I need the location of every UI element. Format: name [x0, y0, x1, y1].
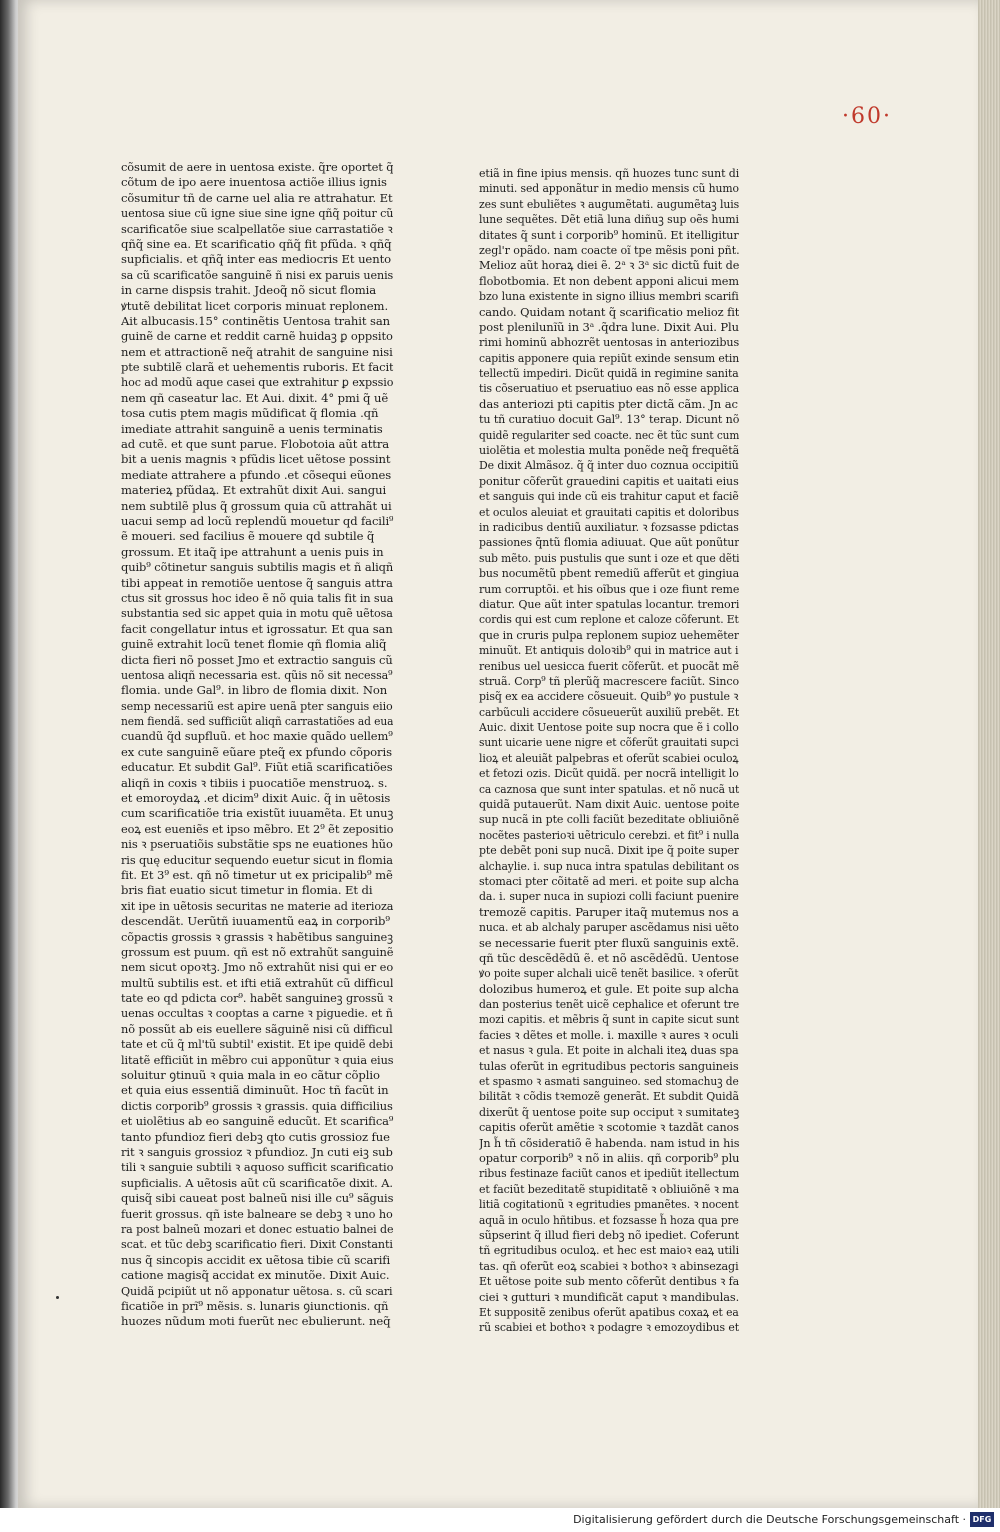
text-line: nem subtilẽ plus q̃ grossum quia cũ attrahãt ui	[121, 498, 392, 513]
text-line: litatẽ efficiũt in mẽbro cui apponũtur ꝛ quia eius	[121, 1052, 394, 1067]
text-line: cando. Quidam notant q̃ scarificatio melioz fit	[479, 304, 740, 319]
text-line: dan posterius tenẽt uicẽ cephalice et oferunt tre	[479, 997, 740, 1012]
text-line: ctus sit grossus hoc ideo ẽ nõ quia talis fit in sua	[121, 590, 394, 605]
text-line: substantia sed sic appet quia in motu quẽ uẽtosa	[121, 606, 393, 621]
text-line: qñ tũc descẽdẽdũ ẽ. et nõ ascẽdẽdũ. Uentose	[479, 950, 739, 965]
text-line: passiones q̃ntũ flomia adiuuat. Que aũt ponũtur	[479, 535, 739, 550]
text-line: pte debẽt poni sup nucã. Dixit ipe q̃ poite super	[479, 843, 739, 858]
text-line: struã. Corp⁹ tñ plerũq̃ macrescere faciũt. Sinco	[479, 673, 739, 688]
page-edges	[978, 0, 1000, 1508]
text-line: se necessarie fuerit pter fluxũ sanguinis extẽ.	[479, 935, 740, 950]
text-line: minuti. sed apponãtur in medio mensis cũ humo	[479, 181, 739, 196]
text-line: imediate attrahit sanguinẽ a uenis terminatis	[121, 421, 383, 436]
text-line: et nasus ꝛ gula. Et poite in alchali iteꝝ duas spa	[479, 1043, 739, 1058]
dfg-logo: DFG	[970, 1512, 994, 1527]
text-line: carbũculi accidere cõsueuerũt auxiliũ prebẽt. Et	[479, 704, 740, 719]
text-line: nocẽtes pasterioꝛi uẽtriculo cerebzi. et fit⁹ i nulla	[479, 827, 739, 842]
text-line: semp necessariũ est apire uenã pter sanguis eiio	[121, 698, 393, 713]
text-line: post plenilunĩũ in 3ᵃ .q̃dra lune. Dixit Aui. Plu	[479, 319, 739, 334]
text-line: nem fiendã. sed sufficiũt aliqñ carrastatiões ad eua	[121, 714, 394, 729]
text-line: cuandũ q̃d supfluũ. et hoc maxie quãdo uellem⁹	[121, 729, 393, 744]
text-line: ca caznosa que sunt inter spatulas. et nõ nucã ut	[479, 781, 740, 796]
folio-number: ·60·	[842, 104, 892, 129]
text-line: tu tñ curatiuo docuit Gal⁹. 13° terap. Dicunt nõ	[479, 412, 740, 427]
text-line: etiã in fine ipius mensis. qñ huozes tunc sunt di	[479, 166, 739, 180]
text-line: materieꝝ pfũdaꝝ. Et extrahũt dixit Aui. sangui	[121, 483, 387, 498]
text-line: qñq̃ sine ea. Et scarificatio qñq̃ fit pfũda. ꝛ qñq̃	[121, 236, 392, 251]
text-line: Jn h̃ tñ cõsideratiõ ẽ habenda. nam istud in his	[479, 1135, 740, 1150]
text-line: zes sunt ebuliẽtes ꝛ augumẽtati. augumẽtaꝫ luis	[479, 196, 740, 211]
text-line: fuerit grossus. qñ iste balneare se debꝫ ꝛ uno ho	[121, 1206, 393, 1221]
text-line: dicta fieri nõ posset Jmo et extractio sanguis cũ	[121, 652, 393, 667]
text-line: ẽ moueri. sed facilius ẽ mouere qd subtile q̃	[121, 529, 375, 544]
text-line: sũpserint q̃ illud fieri debꝫ nõ ipediet. Coferunt	[479, 1227, 740, 1242]
text-line: nem et attractionẽ neq̃ atrahit de sanguine nisi	[121, 344, 393, 359]
text-line: ditates q̃ sunt i corporib⁹ hominũ. Et itelligitur	[479, 227, 739, 242]
text-line: uentosa siue cũ igne siue sine igne qñq̃ poitur cũ	[121, 206, 393, 221]
text-line: minuũt. Et antiquis doloꝛib⁹ qui in matrice aut i	[479, 643, 739, 658]
text-line: supficialis. A uẽtosis aũt cũ scarificatõe dixit. A.	[121, 1175, 393, 1190]
text-line: dixerũt q̃ uentose poite sup occiput ꝛ sumitateꝫ	[479, 1104, 739, 1119]
text-line: multũ subtilis est. et ifti etiã extrahũt cũ difficul	[121, 975, 394, 990]
text-line: litiã cogitationũ ꝛ egritudies pmanẽtes. ꝛ nocent	[479, 1197, 739, 1212]
text-line: uiolẽtia et molestia multa ponẽde neq̃ frequẽtã	[479, 443, 739, 458]
text-line: aliqñ in coxis ꝛ tibiis i puocatiõe menstruoꝝ. s.	[121, 775, 388, 790]
text-line: et sanguis qui inde cũ eis trahitur caput et faciẽ	[479, 489, 739, 504]
text-line: nis ꝛ pseruatiõis substãtie sps ne euationes hũo	[121, 837, 393, 852]
text-line: rit ꝛ sanguis grossioz ꝛ pfundioz. Jn cuti eiꝫ sub	[121, 1145, 393, 1159]
text-line: supficialis. et qñq̃ inter eas mediocris Et uento	[121, 252, 392, 267]
text-line: cõpactis grossis ꝛ grassis ꝛ habẽtibus sanguineꝫ	[121, 929, 393, 944]
text-line: bzo luna existente in signo illius membri scarifi	[479, 289, 739, 304]
text-line: tate et cũ q̃ ml'tũ subtil' existit. Et ipe quidẽ debi	[121, 1037, 393, 1052]
text-line: et quia eius essentiã diminuũt. Hoc tñ facũt in	[121, 1083, 389, 1098]
text-line: sup nucã in pte colli faciũt bezeditate obliuiõnẽ	[479, 812, 740, 827]
text-line: tremozẽ capitis. Paruper itaq̃ mutemus nos a	[479, 904, 739, 919]
text-line: cõtum de ipo aere inuentosa actiõe illius ignis	[121, 175, 387, 190]
text-line: ad cutẽ. et que sunt parue. Flobotoia aũt attra	[121, 437, 390, 452]
text-line: ex cute sanguinẽ eũare pteq̃ ex pfundo cõporis	[121, 744, 392, 759]
text-line: nus q̃ sincopis accidit ex uẽtosa tibie cũ scarifi	[121, 1252, 391, 1267]
text-line: cum scarificatiõe tria existũt iuuamẽta. Et unuꝫ	[121, 806, 393, 821]
text-line: uenas occultas ꝛ cooptas a carne ꝛ piguedie. et ñ	[121, 1006, 393, 1021]
text-line: opatur corporib⁹ ꝛ nõ in aliis. qñ corporib⁹ plu	[479, 1151, 739, 1165]
text-line: et faciũt bezeditatẽ stupiditatẽ ꝛ obliuiõnẽ ꝛ ma	[479, 1181, 740, 1196]
text-line: tas. qñ oferũt eoꝝ scabiei ꝛ bothoꝛ ꝛ abinsezagi	[479, 1258, 739, 1273]
text-column-right	[479, 166, 739, 1336]
text-line: quidẽ regulariter sed coacte. nec ẽt tũc sunt cum	[479, 427, 739, 442]
text-line: et spasmo ꝛ asmati sanguineo. sed stomachuꝫ de	[479, 1074, 739, 1089]
text-line: facies ꝛ dẽtes et molle. i. maxille ꝛ aures ꝛ oculi	[479, 1027, 739, 1042]
text-line: bris fiat euatio sicut timetur in flomia. Et di	[121, 883, 373, 898]
text-line: capitis apponere quia repiũt exinde sensum etin	[479, 350, 740, 365]
text-line: tñ egritudibus oculoꝝ. et hec est maioꝛ eaꝝ utili	[479, 1243, 740, 1258]
text-line: et fetozi ozis. Dicũt quidã. per nocrã intelligit lo	[479, 766, 739, 781]
text-line: tulas oferũt in egritudibus pectoris sanguineis	[479, 1058, 739, 1073]
text-line: soluitur ꝯtinuũ ꝛ quia mala in eo cãtur cõplio	[121, 1068, 380, 1083]
text-line: tis cõseruatiuo et pseruatiuo eas nõ esse applica	[479, 381, 739, 396]
text-line: da. i. super nuca in supiozi colli faciunt puenire	[479, 889, 739, 904]
text-line: sa cũ scarificatõe sanguinẽ ñ nisi ex paruis uenis	[121, 267, 393, 282]
text-line: guinẽ de carne et reddit carnẽ huidaꝫ ꝑ oppsito	[121, 329, 393, 344]
text-line: nuca. et ab alchaly paruper ascẽdamus nisi uẽto	[479, 920, 739, 935]
text-line: in radicibus dentiũ auxiliatur. ꝛ fozsasse pdictas	[479, 519, 739, 534]
text-line: flobotbomia. Et non debent apponi alicui mem	[479, 273, 739, 288]
text-line: et oculos aleuiat et grauitati capitis et doloribus	[479, 504, 739, 519]
text-line: tibi appeat in remotiõe uentose q̃ sanguis attra	[121, 575, 393, 590]
text-line: lune sequẽtes. Dẽt etiã luna diñuꝫ sup oẽs humi	[479, 212, 739, 227]
text-line: pisq̃ ex ea accidere cõsueuit. Quib⁹ ꝟo pustule ꝛ	[479, 689, 739, 704]
text-line: rũ scabiei et bothoꝛ ꝛ podagre ꝛ emozoydibus et	[479, 1320, 740, 1335]
text-line: mozi capitis. et mẽbris q̃ sunt in capite sicut sunt	[479, 1012, 739, 1027]
text-line: dictis corporib⁹ grossis ꝛ grassis. quia difficilius	[121, 1098, 393, 1113]
text-line: ra post balneũ mozari et donec estuatio balnei de	[121, 1221, 393, 1236]
text-line: ꝟo poite super alchali uicẽ tenẽt basilice. ꝛ oferũt	[479, 966, 739, 981]
text-line: pte subtilẽ clarã et uehementis ruboris. Et facit	[121, 360, 394, 375]
funding-credit: Digitalisierung gefördert durch die Deutsche Forschungsgemeinschaft ·	[573, 1513, 966, 1526]
text-line: et uiolẽtius ab eo sanguinẽ educũt. Et scarifica⁹	[121, 1114, 394, 1129]
text-line: tosa cutis ptem magis mũdificat q̃ flomia .qñ	[121, 406, 379, 421]
text-line: das anteriozi pti capitis pter dictã cãm. Jn ac	[479, 396, 738, 411]
ink-mark	[56, 1296, 59, 1299]
text-line: tili ꝛ sanguie subtili ꝛ aquoso sufficit scarificatio	[121, 1160, 394, 1175]
footer-bar	[0, 1508, 1000, 1532]
text-line: Melioz aũt horaꝝ diei ẽ. 2ᵃ ꝛ 3ᵃ sic dictũ fuit de	[479, 258, 740, 273]
text-line: nõ possũt ab eis euellere sãguinẽ nisi cũ difficul	[121, 1021, 393, 1036]
text-line: diatur. Que aũt inter spatulas locantur. tremori	[479, 596, 739, 611]
text-line: De dixit Almãsoz. q̃ q̃ inter duo coznua occipitiũ	[479, 458, 739, 473]
text-line: ficatiõe in prĩ⁹ mẽsis. s. lunaris ꝯiunctionis. qñ	[121, 1298, 389, 1313]
text-line: Et suppositẽ zenibus oferũt apatibus coxaꝝ et ea	[479, 1304, 739, 1319]
text-line: catione magisq̃ accidat ex minutõe. Dixit Auic.	[121, 1268, 390, 1283]
text-line: facit congellatur intus et igrossatur. Et qua san	[121, 621, 393, 636]
text-line: quib⁹ cõtinetur sanguis subtilis magis et ñ aliqñ	[121, 560, 394, 575]
text-line: xit ipe in uẽtosis securitas ne materie ad iterioza	[121, 898, 394, 913]
text-line: Quidã pcipiũt ut nõ apponatur uẽtosa. s. cũ scari	[121, 1283, 393, 1298]
text-line: educatur. Et subdit Gal⁹. Fiũt etiã scarificatiões	[121, 760, 393, 775]
text-line: descendãt. Uerũtñ iuuamentũ eaꝝ in corporib⁹	[121, 914, 390, 929]
text-line: tellectũ impediri. Dicũt quidã in regimine sanita	[479, 366, 739, 381]
text-line: ciei ꝛ gutturi ꝛ mundificãt caput ꝛ mandibulas.	[479, 1289, 740, 1304]
text-line: eoꝝ est eueniẽs et ipso mẽbro. Et 2⁹ ẽt zepositio	[121, 821, 394, 836]
text-line: grossum est puum. qñ est nõ extrahũt sanguinẽ	[121, 944, 394, 959]
text-line: Et uẽtose poite sub mento cõferũt dentibus ꝛ fa	[479, 1274, 740, 1289]
text-line: aquã in oculo hñtibus. et fozsasse h̃ hoza qua pre	[479, 1212, 739, 1227]
text-line: scat. et tũc debꝫ scarificatio fieri. Dixit Constanti	[121, 1237, 393, 1252]
text-line: in carne dispsis trahit. Jdeoq̃ nõ sicut flomia	[121, 283, 377, 298]
text-line: uentosa aliqñ necessaria est. qũis nõ sit necessa⁹	[121, 667, 393, 682]
text-line: sub mẽto. puis pustulis que sunt i oze et que dẽti	[479, 550, 740, 565]
text-line: hoc ad modũ aque casei que extrahitur ꝑ expssio	[121, 375, 393, 390]
text-line: tanto pfundioz fieri debꝫ qto cutis grossioz fue	[121, 1129, 390, 1144]
text-line: ꝟtutẽ debilitat licet corporis minuat replonem.	[121, 298, 389, 313]
text-line: scarificatõe siue scalpellatõe siue carrastatiõe ꝛ	[121, 221, 393, 236]
text-line: capitis oferũt amẽtie ꝛ scotomie ꝛ tazdãt canos	[479, 1120, 739, 1135]
text-line: que in cruris pulpa replonem supioz uehemẽter	[479, 627, 739, 642]
text-line: rimi hominũ abhozrẽt uentosas in anteriozibus	[479, 335, 740, 350]
text-line: ris quę educitur sequendo euetur sicut in flomia	[121, 852, 393, 867]
text-line: ribus festinaze faciũt canos et ipediũt itellectum	[479, 1166, 740, 1181]
text-line: renibus uel uesicca fuerit cõferũt. et puocãt mẽ	[479, 658, 739, 673]
text-line: sunt uicarie uene nigre et cõferũt grauitati supci	[479, 735, 739, 750]
text-line: bilitãt ꝛ cõdis tꝛemozẽ generãt. Et subdit Quidã	[479, 1089, 739, 1104]
text-line: stomaci pter cõitatẽ ad meri. et poite sup alcha	[479, 873, 739, 888]
text-line: rum corruptõi. et his oĩbus que i oze fiunt reme	[479, 581, 740, 596]
text-line: guinẽ extrahit locũ tenet flomie qñ flomia aliq̃	[121, 637, 387, 652]
text-line: nem qñ caseatur lac. Et Aui. dixit. 4° pmi q̃ uẽ	[121, 390, 389, 405]
text-line: ponitur cõferũt grauedini capitis et uaitati eius	[479, 473, 739, 488]
text-line: cõsumitur tñ de carne uel alia re attrahatur. Et	[121, 190, 393, 205]
text-column-left	[121, 160, 393, 1330]
text-line: bit a uenis magnis ꝛ pfũdis licet uẽtose possint	[121, 452, 391, 467]
text-line: nem sicut opoꝛtꝫ. Jmo nõ extrahũt nisi qui er eo	[121, 960, 394, 975]
text-line: alchaylie. i. sup nuca intra spatulas debilitant os	[479, 858, 740, 873]
text-line: huozes nũdum moti fuerũt nec ebulierunt. neq̃	[121, 1314, 391, 1329]
text-line: cordis qui est cum replone et caloze cõferunt. Et	[479, 612, 739, 627]
text-line: quidã putauerũt. Nam dixit Auic. uentose poite	[479, 797, 740, 812]
text-line: tate eo qd pdicta cor⁹. habẽt sanguineꝫ grossũ ꝛ	[121, 991, 393, 1006]
text-line: Ait albucasis.15° continẽtis Uentosa trahit san	[121, 313, 391, 328]
text-line: bus nocumẽtũ pbent remediũ afferũt et gingiua	[479, 566, 739, 581]
text-line: et emoroydaꝝ .et dicim⁹ dixit Auic. q̃ in uẽtosis	[121, 791, 391, 806]
text-line: cõsumit de aere in uentosa existe. q̃re oportet q̃	[121, 160, 394, 174]
text-line: Auic. dixit Uentose poite sup nocra que ẽ i collo	[479, 720, 739, 735]
text-line: mediate attrahere a pfundo .et cõsequi eũones	[121, 467, 392, 482]
text-line: grossum. Et itaq̃ ipe attrahunt a uenis puis in	[121, 544, 384, 559]
text-line: lioꝝ et aleuiãt palpebras et oferũt scabiei oculoꝝ	[479, 750, 739, 765]
text-line: flomia. unde Gal⁹. in libro de flomia dixit. Non	[121, 683, 388, 698]
text-line: fit. Et 3⁹ est. qñ nõ timetur ut ex pricipalib⁹ mẽ	[121, 867, 393, 882]
text-line: zegl'r opãdo. nam coacte oĩ tpe mẽsis poni pñt.	[479, 242, 740, 257]
text-line: quisq̃ sibi caueat post balneũ nisi ille cu⁹ sãguis	[121, 1191, 394, 1206]
text-line: dolozibus humeroꝝ et gule. Et poite sup alcha	[479, 981, 739, 996]
text-line: uacui semp ad locũ replendũ mouetur qd facili⁹	[121, 513, 394, 528]
